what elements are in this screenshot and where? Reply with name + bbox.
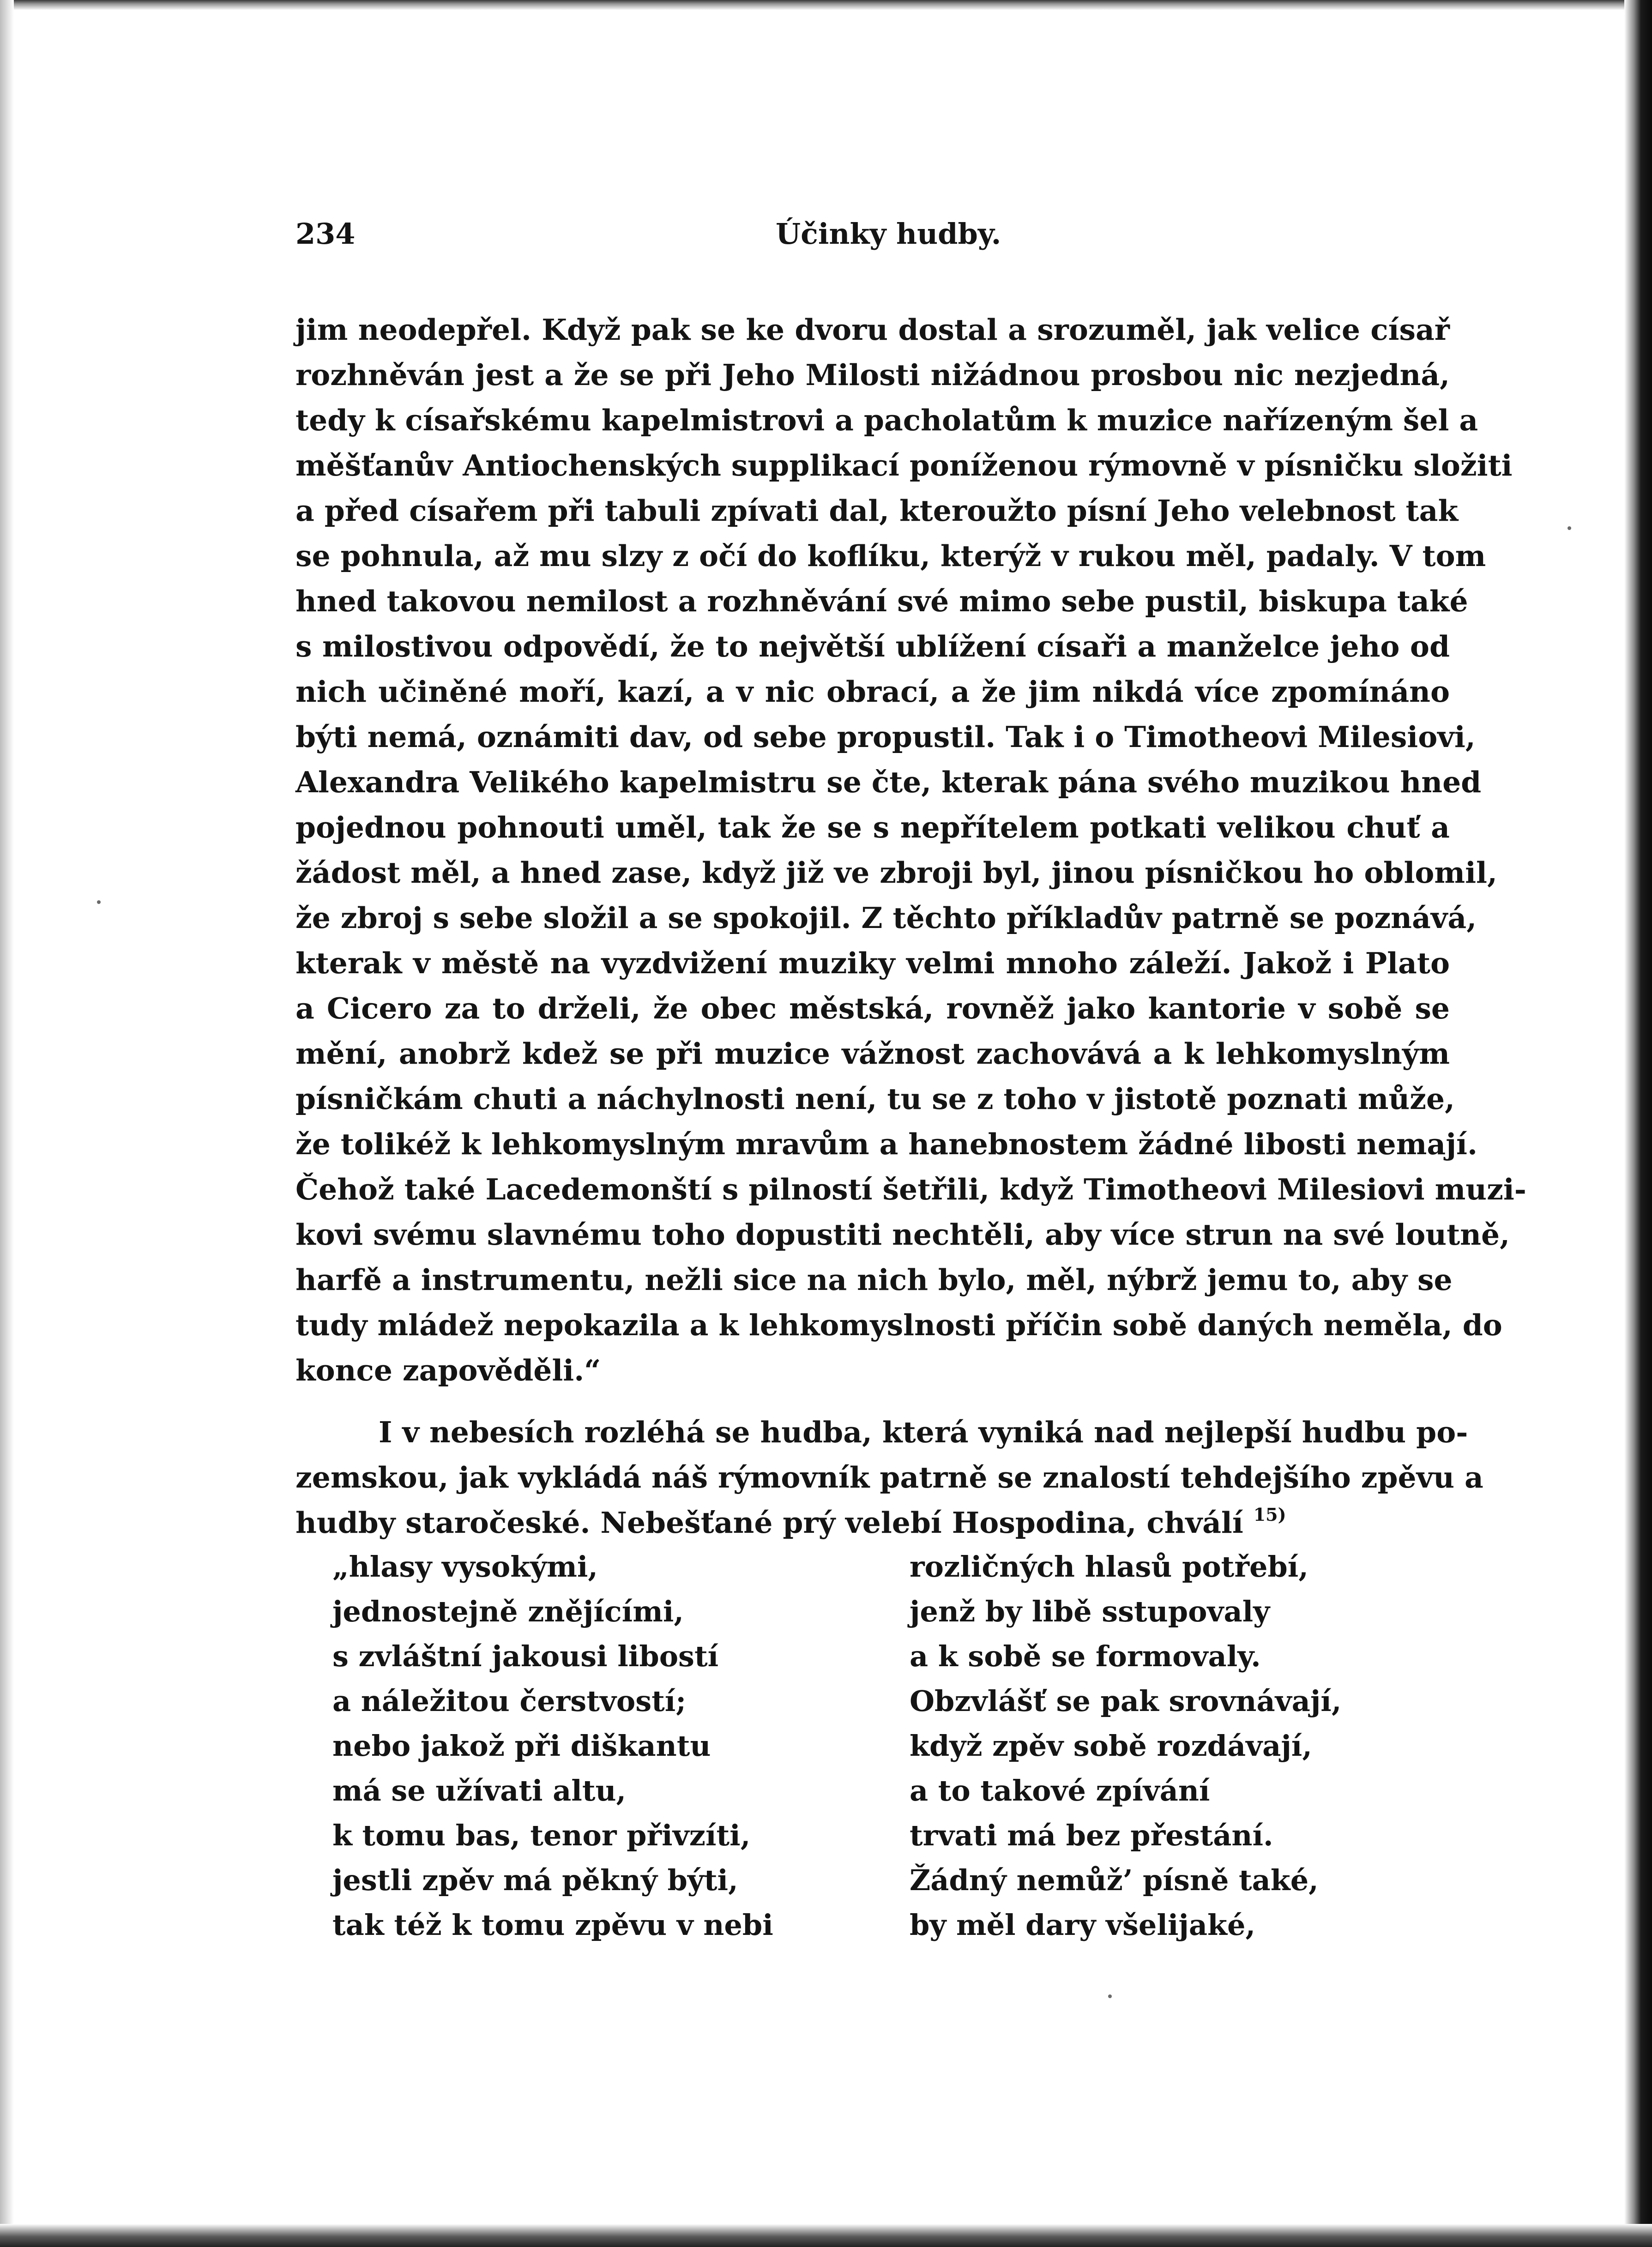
verse-line: Žádný nemůž’ písně také, bbox=[910, 1863, 1319, 1897]
verse-line: jenž by libě sstupovaly bbox=[910, 1595, 1270, 1628]
text-line: písničkám chuti a náchylnosti není, tu se z toho v jistotě poznati může, bbox=[295, 1082, 1455, 1116]
text-line: I v nebesích rozléhá se hudba, která vyniká nad nejlepší hudbu po- bbox=[379, 1415, 1468, 1449]
footnote-reference: 15) bbox=[1253, 1504, 1286, 1525]
verse-line: Obzvlášť se pak srovnávají, bbox=[910, 1684, 1342, 1718]
text-line: mění, anobrž kdež se při muzice vážnost zachovává a k lehkomyslným bbox=[295, 1036, 1450, 1071]
scan-border-left bbox=[0, 0, 14, 2247]
verse-line: má se užívati altu, bbox=[332, 1774, 627, 1807]
scan-speck bbox=[1108, 1994, 1112, 1998]
text-line: Čehož také Lacedemonští s pilností šetřili, když Timotheovi Milesiovi muzi- bbox=[295, 1172, 1526, 1206]
running-title: Účinky hudby. bbox=[776, 217, 1001, 251]
text-line bbox=[295, 1500, 1450, 1545]
verse-line: rozličných hlasů potřebí, bbox=[910, 1550, 1308, 1584]
text-line: žádost měl, a hned zase, když již ve zbroji byl, jinou písničkou ho oblomil, bbox=[295, 855, 1497, 890]
verse-column-right bbox=[910, 1544, 1341, 1947]
verse-line: a k sobě se formovaly. bbox=[910, 1639, 1261, 1673]
text-line: tudy mládež nepokazila a k lehkomyslnosti příčin sobě daných neměla, do bbox=[295, 1308, 1502, 1342]
paragraph-1 bbox=[295, 307, 1526, 1393]
verse-line: když zpěv sobě rozdávají, bbox=[910, 1729, 1312, 1763]
text-line: že zbroj s sebe složil a se spokojil. Z těchto příkladův patrně se poznává, bbox=[295, 901, 1477, 935]
text-line-content: hudby staročeské. Nebešťané prý velebí Hospodina, chválí bbox=[295, 1506, 1243, 1540]
scan-border-right bbox=[1624, 0, 1652, 2247]
verse-line: tak též k tomu zpěvu v nebi bbox=[332, 1908, 773, 1942]
scan-speck bbox=[97, 900, 101, 904]
verse-line: by měl dary všelijaké, bbox=[910, 1908, 1256, 1942]
text-line: že tolikéž k lehkomyslným mravům a hanebnostem žádné libosti nemají. bbox=[295, 1127, 1477, 1161]
scan-border-top bbox=[0, 0, 1652, 10]
page-header bbox=[295, 217, 1436, 268]
verse-line: „hlasy vysokými, bbox=[332, 1550, 598, 1584]
text-line: a před císařem při tabuli zpívati dal, kteroužto písní Jeho velebnost tak bbox=[295, 494, 1459, 528]
text-line: Alexandra Velikého kapelmistru se čte, kterak pána svého muzikou hned bbox=[295, 765, 1482, 799]
text-line: s milostivou odpovědí, že to největší ublížení císaři a manželce jeho od bbox=[295, 629, 1450, 663]
text-line: kovi svému slavnému toho dopustiti nechtěli, aby více strun na své loutně, bbox=[295, 1217, 1510, 1252]
paragraph-gap bbox=[295, 1393, 1450, 1410]
text-line: zemskou, jak vykládá náš rýmovník patrně se znalostí tehdejšího zpěvu a bbox=[295, 1460, 1483, 1494]
paragraph-2 bbox=[295, 1410, 1483, 1545]
text-line: nich učiněné moří, kazí, a v nic obrací, a že jim nikdá více zpomínáno bbox=[295, 675, 1450, 709]
verse-line: k tomu bas, tenor přivzíti, bbox=[332, 1819, 751, 1852]
text-line: jim neodepřel. Když pak se ke dvoru dostal a srozuměl, jak velice císař bbox=[295, 313, 1450, 347]
verse-line: nebo jakož při diškantu bbox=[332, 1729, 711, 1763]
text-line: harfě a instrumentu, nežli sice na nich bylo, měl, nýbrž jemu to, aby se bbox=[295, 1263, 1453, 1297]
verse-line: jestli zpěv má pěkný býti, bbox=[332, 1863, 738, 1897]
text-line: hned takovou nemilost a rozhněvání své mimo sebe pustil, biskupa také bbox=[295, 584, 1468, 618]
scan-speck bbox=[1568, 526, 1571, 530]
verse-line: jednostejně znějícími, bbox=[332, 1595, 684, 1628]
body-text bbox=[295, 307, 1526, 1545]
page-number: 234 bbox=[295, 217, 356, 251]
text-line: a Cicero za to drželi, že obec městská, rovněž jako kantorie v sobě se bbox=[295, 991, 1450, 1025]
text-line: pojednou pohnouti uměl, tak že se s nepřítelem potkati velikou chuť a bbox=[295, 810, 1450, 844]
text-line: se pohnula, až mu slzy z očí do koflíku, kterýž v rukou měl, padaly. V tom bbox=[295, 539, 1486, 573]
text-line: tedy k císařskému kapelmistrovi a pacholatům k muzice nařízeným šel a bbox=[295, 403, 1478, 437]
verse-line: a to takové zpívání bbox=[910, 1774, 1210, 1807]
verse-line: trvati má bez přestání. bbox=[910, 1819, 1273, 1852]
text-line: rozhněván jest a že se při Jeho Milosti nižádnou prosbou nic nezjedná, bbox=[295, 358, 1450, 392]
text-line: konce zapověděli.“ bbox=[295, 1353, 601, 1387]
text-line: měšťanův Antiochenských supplikací poníženou rýmovně v písničku složiti bbox=[295, 448, 1513, 482]
verse-column-left bbox=[332, 1544, 773, 1947]
text-line: býti nemá, oznámiti dav, od sebe propustil. Tak i o Timotheovi Milesiovi, bbox=[295, 720, 1476, 754]
verse-line: s zvláštní jakousi libostí bbox=[332, 1639, 719, 1673]
verse-line: a náležitou čerstvostí; bbox=[332, 1684, 687, 1718]
text-line: kterak v městě na vyzdvižení muziky velmi mnoho záleží. Jakož i Plato bbox=[295, 946, 1450, 980]
scan-border-bottom bbox=[0, 2224, 1652, 2247]
